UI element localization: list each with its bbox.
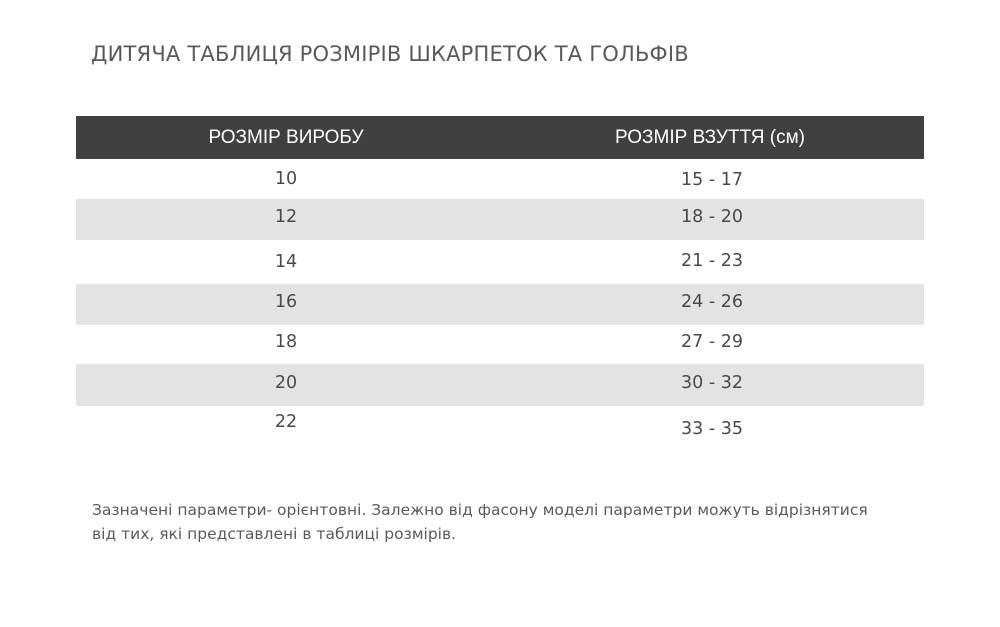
cell-product-size: 22	[274, 412, 298, 432]
table-row	[76, 159, 924, 199]
cell-product-size: 18	[274, 332, 298, 352]
cell-product-size: 16	[274, 292, 298, 312]
header-product-size: РОЗМІР ВИРОБУ	[208, 127, 364, 148]
table-row	[76, 199, 924, 240]
table-body	[76, 159, 924, 450]
cell-shoe-size: 24 - 26	[681, 292, 743, 312]
table-row	[76, 406, 924, 450]
table-row	[76, 364, 924, 406]
header-shoe-size: РОЗМІР ВЗУТТЯ (см)	[615, 127, 805, 148]
disclaimer-line: Зазначені параметри- орієнтовні. Залежно від фасону моделі параметри можуть відрізнятися	[92, 501, 868, 519]
table-row	[76, 284, 924, 325]
disclaimer-note	[92, 498, 952, 546]
cell-shoe-size: 30 - 32	[681, 373, 743, 393]
cell-shoe-size: 33 - 35	[681, 419, 743, 439]
cell-product-size: 20	[274, 373, 298, 393]
page-title: ДИТЯЧА ТАБЛИЦЯ РОЗМІРІВ ШКАРПЕТОК ТА ГОЛЬФІВ	[91, 42, 689, 66]
disclaimer-line: від тих, які представлені в таблиці розмірів.	[92, 525, 457, 543]
cell-product-size: 14	[274, 252, 298, 272]
cell-shoe-size: 21 - 23	[681, 251, 743, 271]
cell-shoe-size: 27 - 29	[681, 332, 743, 352]
cell-product-size: 10	[274, 169, 298, 189]
table-row	[76, 325, 924, 364]
size-table	[76, 116, 924, 450]
cell-shoe-size: 15 - 17	[681, 170, 743, 190]
cell-shoe-size: 18 - 20	[681, 207, 743, 227]
table-row	[76, 240, 924, 284]
table-header	[76, 116, 924, 159]
cell-product-size: 12	[274, 207, 298, 227]
